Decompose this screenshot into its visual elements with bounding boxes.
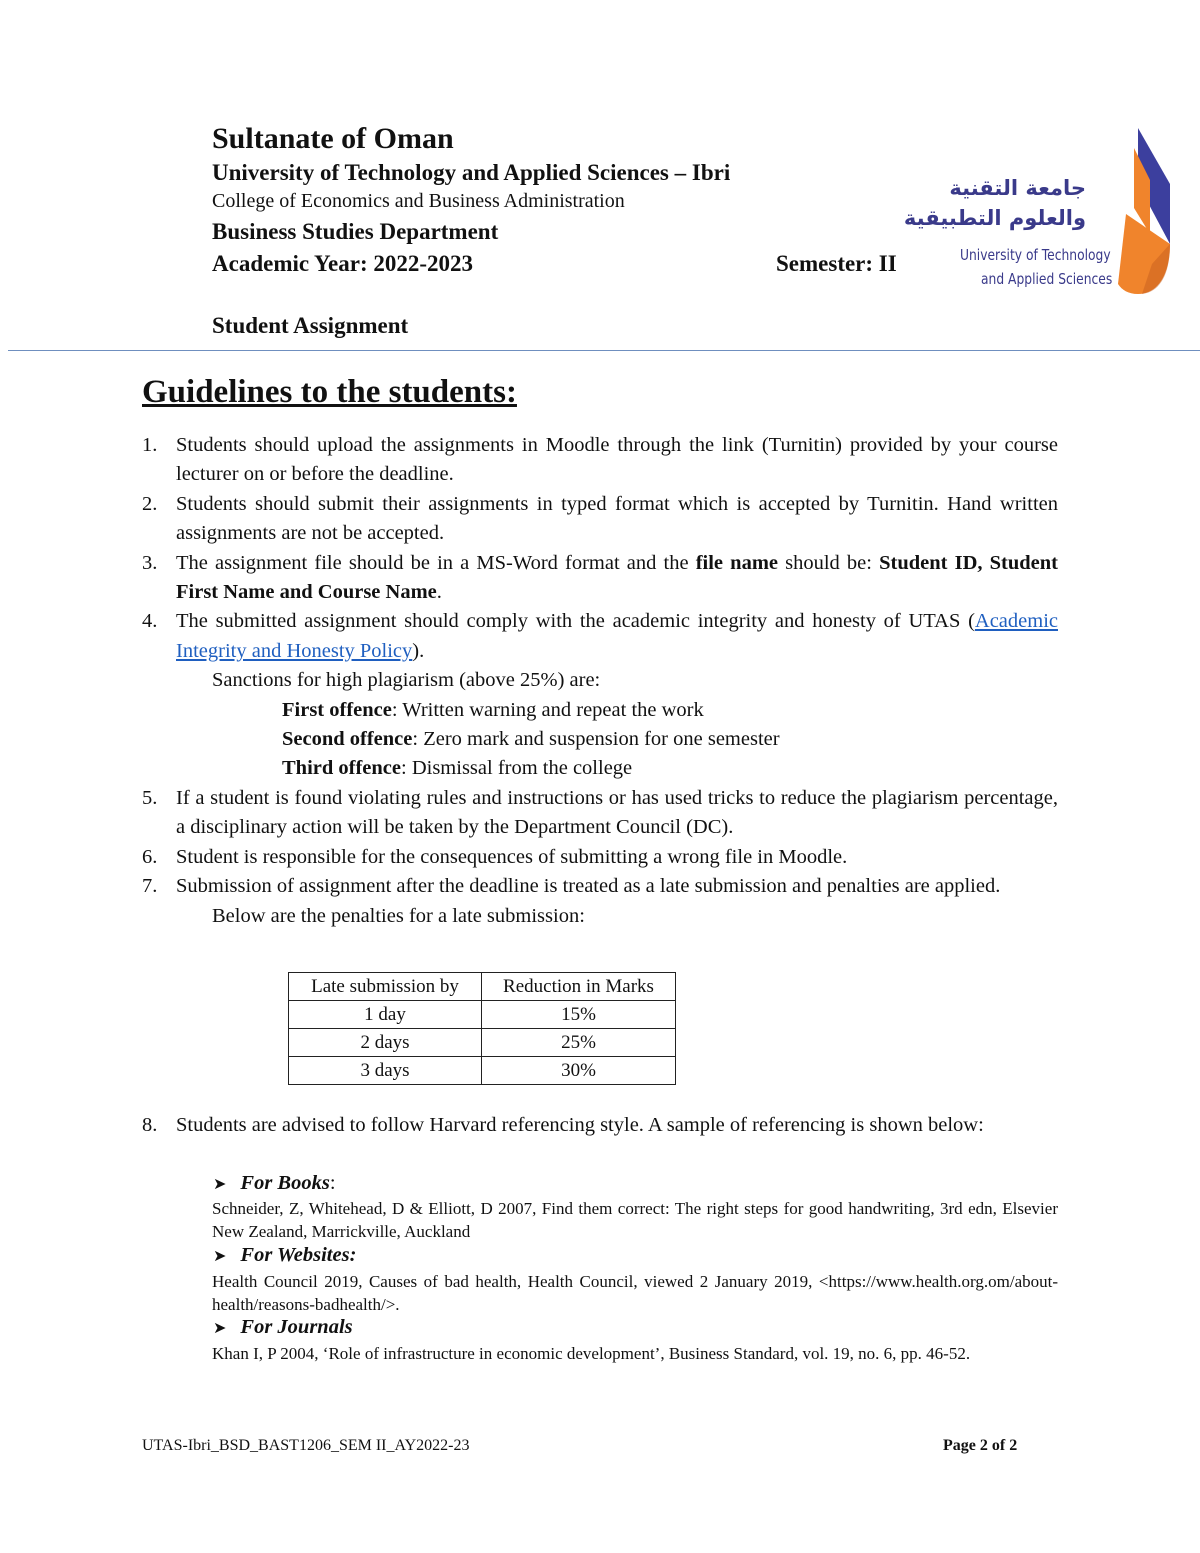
item-text: If a student is found violating rules and instructions or has used tricks to reduce the plagiarism percentage, a disciplinary action will be taken by the Department Council (DC). — [176, 786, 1058, 839]
semester: Semester: II — [776, 251, 897, 276]
list-item — [142, 490, 1058, 549]
list-item — [142, 843, 1058, 872]
offence-third: Third offence: Dismissal from the college — [282, 757, 633, 780]
ref-text-books: Schneider, Z, Whitehead, D & Elliott, D 2007, Find them correct: The right steps for good handwriting, 3rd edn, Elsevier New Zealand, Marrickville, Auckland — [212, 1199, 1058, 1241]
logo-mark-icon — [1108, 124, 1174, 296]
item-number: 8. — [142, 1114, 158, 1136]
list-item — [142, 784, 1058, 843]
item-text: The assignment file should be in a MS-Word format and the file name should be: Student ID, Student First Name and Course Name. — [176, 551, 1058, 604]
table-header-row — [289, 973, 676, 1001]
ref-heading-journals: ➤ For Journals — [213, 1316, 353, 1338]
offence-second: Second offence: Zero mark and suspension for one semester — [282, 728, 780, 751]
footer-doc-code: UTAS-Ibri_BSD_BAST1206_SEM II_AY2022-23 — [142, 1437, 470, 1454]
item-number: 7. — [142, 875, 158, 898]
list-item — [142, 1111, 1058, 1140]
table-cell: 1 day — [289, 1001, 482, 1029]
logo-english-line1: University of Technology — [960, 246, 1111, 264]
country-title: Sultanate of Oman — [212, 122, 454, 155]
item-text: Submission of assignment after the deadline is treated as a late submission and penalties are applied. — [176, 875, 1001, 898]
ref-heading-books: ➤ For Books: — [213, 1172, 336, 1194]
table-header-cell: Late submission by — [289, 973, 482, 1001]
item-number: 4. — [142, 610, 158, 633]
table-row — [289, 1057, 676, 1085]
list-item — [142, 607, 1058, 666]
item-number: 5. — [142, 786, 158, 809]
offence-first: First offence: Written warning and repeat the work — [282, 698, 704, 721]
ref-text-journals: Khan I, P 2004, ‘Role of infrastructure in economic development’, Business Standard, vol. 19, no. 6, pp. 46-52. — [212, 1344, 971, 1363]
department-name: Business Studies Department — [212, 219, 499, 244]
table-cell: 3 days — [289, 1057, 482, 1085]
college-name: College of Economics and Business Administration — [212, 190, 625, 212]
logo-arabic-line2: والعلوم التطبيقية — [903, 206, 1086, 230]
table-cell: 2 days — [289, 1029, 482, 1057]
item-text: Students are advised to follow Harvard referencing style. A sample of referencing is shown below: — [176, 1114, 984, 1136]
item-text: Student is responsible for the consequences of submitting a wrong file in Moodle. — [176, 845, 848, 868]
list-item — [142, 549, 1058, 608]
ref-heading-websites: ➤ For Websites: — [213, 1244, 357, 1266]
item-text: The submitted assignment should comply with the academic integrity and honesty of UTAS (Academic Integrity and Honesty Policy). — [176, 610, 1058, 662]
table-cell: 25% — [482, 1029, 676, 1057]
ref-text-websites: Health Council 2019, Causes of bad health, Health Council, viewed 2 January 2019, <https://www.health.org.om/about-health/reasons-badhealth/>. — [212, 1272, 1058, 1314]
integrity-policy-link[interactable]: Academic Integrity and Honesty Policy — [176, 610, 1058, 662]
header-divider — [8, 350, 1200, 351]
guidelines-list-continued — [142, 1111, 1058, 1140]
table-row — [289, 1029, 676, 1057]
penalty-table — [288, 972, 676, 1085]
guidelines-title: Guidelines to the students: — [142, 374, 517, 410]
arrow-bullet-icon: ➤ — [213, 1174, 227, 1193]
item-text: Students should submit their assignments in typed format which is accepted by Turnitin. Hand written assignments are not be accepted. — [176, 492, 1058, 545]
item-text: Students should upload the assignments in Moodle through the link (Turnitin) provided by your course lecturer on or before the deadline. — [176, 434, 1058, 486]
footer-page-number: Page 2 of 2 — [943, 1437, 1018, 1454]
list-item — [142, 431, 1058, 490]
document-type: Student Assignment — [212, 313, 409, 338]
arrow-bullet-icon: ➤ — [213, 1246, 227, 1265]
table-row — [289, 1001, 676, 1029]
table-header-cell: Reduction in Marks — [482, 973, 676, 1001]
list-item — [142, 872, 1058, 901]
guidelines-list — [142, 431, 1058, 931]
item-number: 1. — [142, 434, 158, 456]
sanctions-intro: Sanctions for high plagiarism (above 25%) are: — [212, 669, 601, 692]
university-name: University of Technology and Applied Sciences – Ibri — [212, 160, 731, 185]
academic-year: Academic Year: 2022-2023 — [212, 251, 474, 276]
item-number: 6. — [142, 845, 158, 868]
logo-arabic-line1: جامعة التقنية — [949, 176, 1086, 200]
table-cell: 30% — [482, 1057, 676, 1085]
logo-english-line2: and Applied Sciences — [981, 270, 1113, 288]
item-number: 2. — [142, 492, 158, 515]
arrow-bullet-icon: ➤ — [213, 1318, 227, 1337]
penalties-intro: Below are the penalties for a late submission: — [212, 904, 585, 927]
item-number: 3. — [142, 551, 158, 574]
table-cell: 15% — [482, 1001, 676, 1029]
